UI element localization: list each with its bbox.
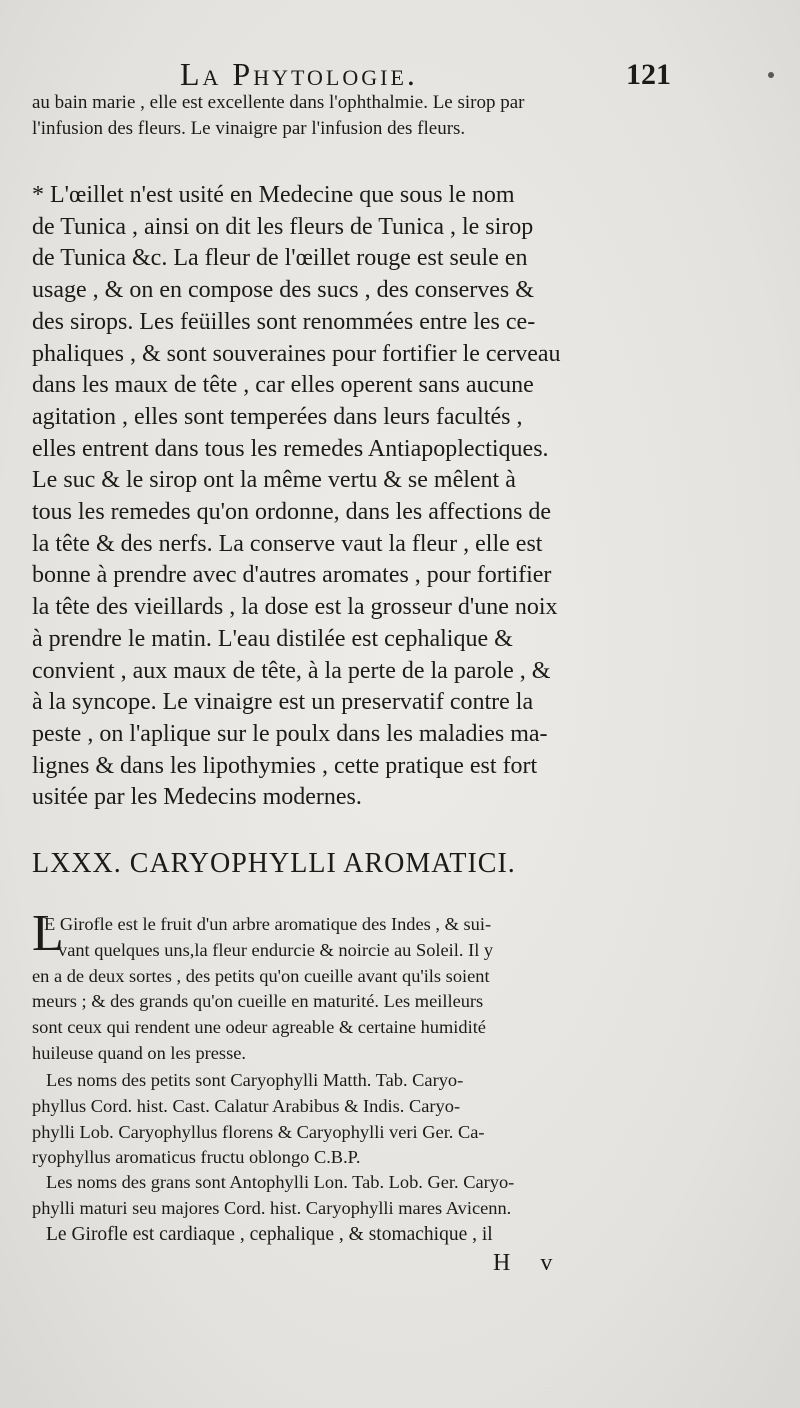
- text-line: convient , aux maux de tête, à la perte de la parole , &: [32, 657, 551, 684]
- text-line: phyllus Cord. hist. Cast. Calatur Arabibus & Indis. Caryo-: [32, 1095, 461, 1116]
- text-line: sont ceux qui rendent une odeur agreable & certaine humidité: [32, 1017, 486, 1038]
- continued-text: [32, 90, 672, 142]
- text-line: Les noms des petits sont Caryophylli Matth. Tab. Caryo-: [46, 1070, 464, 1090]
- text-line: bonne à prendre avec d'autres aromates , pour fortifier: [32, 562, 552, 589]
- text-line: en a de deux sortes , des petits qu'on cueille avant qu'ils soient: [32, 965, 490, 986]
- text-line: de Tunica , ainsi on dit les fleurs de Tunica , le sirop: [32, 213, 534, 240]
- text-line: meurs ; & des grands qu'on cueille en maturité. Les meilleurs: [32, 991, 484, 1012]
- text-line: agitation , elles sont temperées dans leurs facultés ,: [32, 403, 523, 430]
- text-line: peste , on l'aplique sur le poulx dans les maladies ma-: [32, 720, 548, 747]
- names-paragraph-large: [32, 1170, 672, 1247]
- text-line: au bain marie , elle est excellente dans l'ophthalmie. Le sirop par: [32, 92, 525, 113]
- text-line: à prendre le matin. L'eau distilée est cephalique &: [32, 625, 513, 652]
- running-title: La Phytologie.: [180, 56, 418, 92]
- text-line: usage , & on en compose des sucs , des conserves &: [32, 277, 534, 304]
- text-line: de Tunica &c. La fleur de l'œillet rouge est seule en: [32, 245, 528, 272]
- text-line: phylli maturi seu majores Cord. hist. Caryophylli mares Avicenn.: [32, 1197, 512, 1218]
- text-line: * L'œillet n'est usité en Medecine que sous le nom: [32, 182, 515, 208]
- text-line: Les noms des grans sont Antophylli Lon. Tab. Lob. Ger. Caryo-: [46, 1172, 515, 1192]
- text-line: Le Girofle est cardiaque , cephalique , & stomachique , il: [46, 1223, 493, 1245]
- names-paragraph-small: [32, 1068, 672, 1171]
- text-line: la tête des vieillards , la dose est la grosseur d'une noix: [32, 594, 558, 621]
- text-line: Le suc & le sirop ont la même vertu & se mêlent à: [32, 467, 516, 494]
- text-line: des sirops. Les feüilles sont renommées entre les ce-: [32, 308, 536, 335]
- clove-paragraph: [32, 912, 672, 1067]
- text-line: vant quelques uns,la fleur endurcie & noircie au Soleil. Il y: [58, 939, 494, 960]
- text-line: usitée par les Medecins modernes.: [32, 784, 362, 811]
- text-line: l'infusion des fleurs. Le vinaigre par l'infusion des fleurs.: [32, 118, 466, 139]
- oeillet-paragraph: [32, 180, 672, 814]
- text-line: tous les remedes qu'on ordonne, dans les affections de: [32, 499, 552, 526]
- text-line: la tête & des nerfs. La conserve vaut la fleur , elle est: [32, 530, 543, 557]
- signature-mark: H v: [493, 1250, 565, 1276]
- text-line: huileuse quand on les presse.: [32, 1042, 246, 1063]
- section-heading: LXXX. CARYOPHYLLI AROMATICI.: [32, 848, 516, 879]
- text-line: phaliques , & sont souveraines pour fortifier le cerveau: [32, 340, 561, 367]
- text-line: à la syncope. Le vinaigre est un preservatif contre la: [32, 689, 534, 716]
- text-line: lignes & dans les lipothymies , cette pratique est fort: [32, 752, 538, 779]
- text-line: E Girofle est le fruit d'un arbre aromatique des Indes , & sui-: [44, 914, 492, 934]
- text-line: phylli Lob. Caryophyllus florens & Caryophylli veri Ger. Ca-: [32, 1121, 485, 1142]
- ink-speck: [768, 72, 774, 78]
- text-line: ryophyllus aromaticus fructu oblongo C.B.P.: [32, 1147, 361, 1168]
- drop-cap: L: [32, 905, 64, 962]
- page-number: 121: [626, 58, 671, 91]
- text-line: elles entrent dans tous les remedes Antiapoplectiques.: [32, 435, 549, 462]
- text-line: dans les maux de tête , car elles operent sans aucune: [32, 372, 534, 399]
